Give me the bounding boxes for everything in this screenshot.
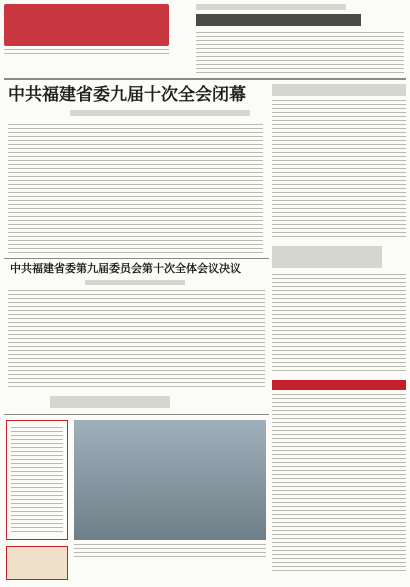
right-story-headline xyxy=(272,84,406,96)
right-story-body xyxy=(272,100,406,240)
masthead-logo xyxy=(4,4,169,46)
lead-headline: 中共福建省委九届十次全会闭幕 xyxy=(8,85,246,105)
top-teaser xyxy=(196,4,404,74)
sidebar-box xyxy=(6,420,68,540)
index-items xyxy=(272,394,406,574)
lead-subhead xyxy=(70,110,250,116)
teaser-headline xyxy=(196,14,361,26)
sidebar-box-body xyxy=(11,427,63,535)
masthead-rule xyxy=(4,78,406,80)
photo-caption xyxy=(74,544,266,560)
resolution-body xyxy=(8,290,265,390)
teaser-body xyxy=(196,32,404,74)
index-header xyxy=(272,380,406,390)
resolution-subhead xyxy=(85,280,185,285)
masthead xyxy=(4,4,169,54)
teaser-kicker xyxy=(196,4,346,10)
news-photo xyxy=(74,420,266,540)
masthead-dateline xyxy=(4,49,169,54)
resolution-headline: 中共福建省委第九届委员会第十次全体会议决议 xyxy=(10,262,241,275)
divider-2 xyxy=(4,414,269,415)
lead-story-body xyxy=(8,124,263,254)
divider-1 xyxy=(4,258,269,259)
right-story-2-body xyxy=(272,274,406,374)
editorial-headline xyxy=(50,396,170,408)
right-story-2-headline xyxy=(272,246,382,268)
bottom-advert xyxy=(6,546,68,580)
